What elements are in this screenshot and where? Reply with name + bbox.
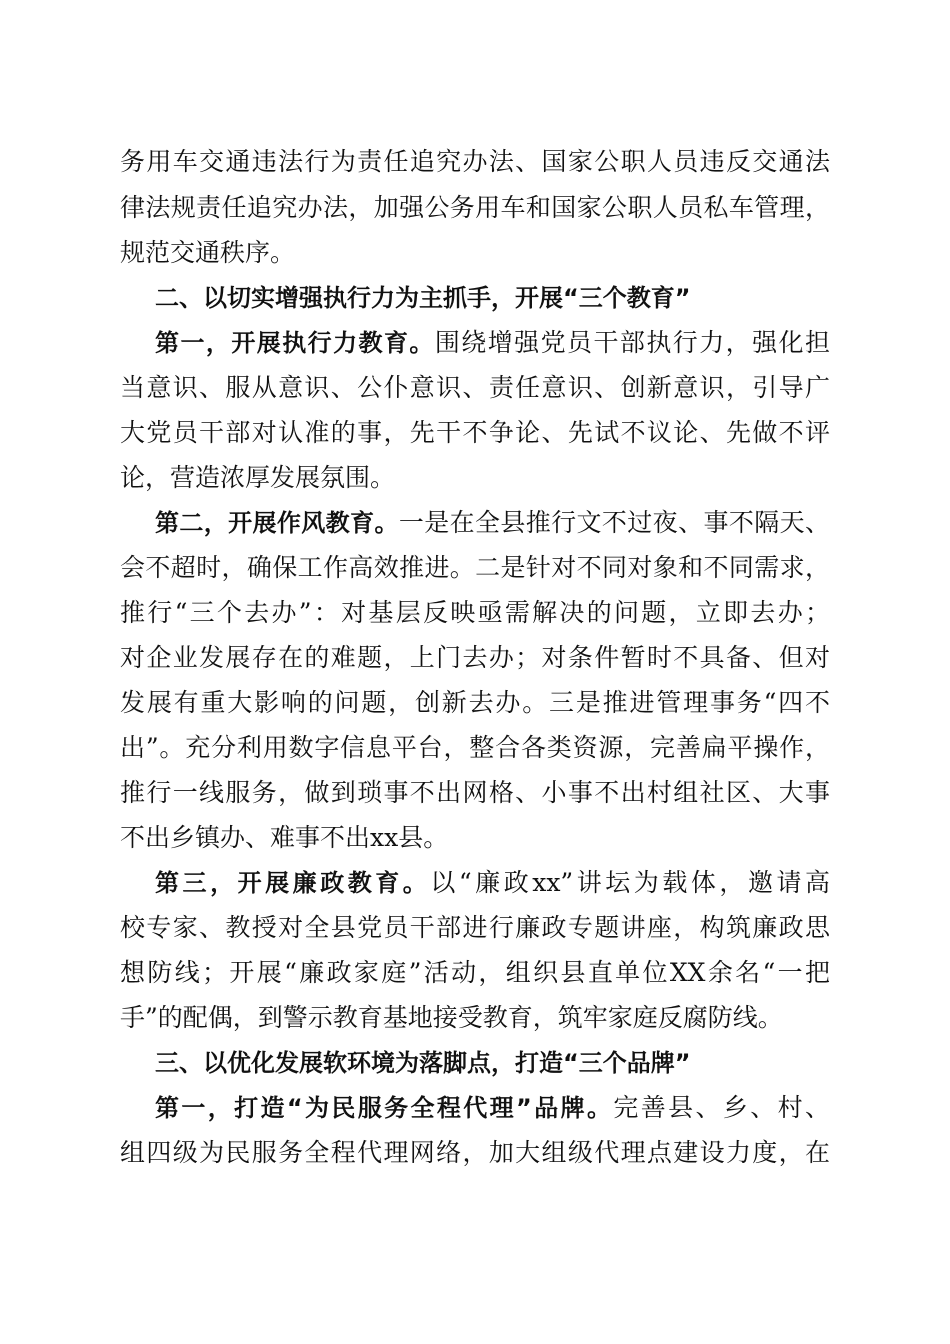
paragraph-line (155, 1086, 830, 1130)
paragraph-text: 围绕增强党员干部执行力，强化担 (434, 328, 830, 357)
paragraph-text: 一是在全县推行文不过夜、事不隔天、 (398, 508, 830, 537)
body-text-line: 律法规责任追究办法，加强公务用车和国家公职人员私车管理， (120, 193, 830, 222)
section-heading-2: 二、以切实增强执行力为主抓手，开展“三个教育” (155, 284, 691, 312)
body-text-line: 组四级为民服务全程代理网络，加大组级代理点建设力度，在 (120, 1138, 830, 1167)
body-text-line: 当意识、服从意识、公仆意识、责任意识、创新意识，引导广 (120, 373, 830, 402)
body-text-line: 手”的配偶，到警示教育基地接受教育，筑牢家庭反腐防线。 (120, 1003, 783, 1032)
paragraph-lead: 第二，开展作风教育。 (155, 509, 399, 537)
paragraph-lead: 第三，开展廉政教育。 (155, 869, 431, 897)
paragraph-lead: 第一，打造“为民服务全程代理”品牌。 (155, 1094, 614, 1122)
body-text-line: 发展有重大影响的问题，创新去办。三是推进管理事务“四不 (120, 688, 830, 717)
body-text-line: 对企业发展存在的难题，上门去办；对条件暂时不具备、但对 (120, 643, 830, 672)
body-text-line: 出”。充分利用数字信息平台，整合各类资源，完善扁平操作， (120, 733, 830, 762)
paragraph-lead: 第一，开展执行力教育。 (155, 329, 435, 357)
paragraph-text: 以“廉政xx”讲坛为载体，邀请高 (430, 868, 830, 897)
paragraph-line (155, 861, 830, 905)
body-text-line: 推行一线服务，做到琐事不出网格、小事不出村组社区、大事 (120, 778, 830, 807)
body-text-line: 会不超时，确保工作高效推进。二是针对不同对象和不同需求， (120, 553, 830, 582)
body-text-line: 想防线；开展“廉政家庭”活动，组织县直单位XX余名“一把 (120, 958, 830, 987)
body-text-line: 不出乡镇办、难事不出xx县。 (120, 823, 449, 852)
paragraph-line (155, 501, 830, 545)
paragraph-text: 完善县、乡、村、 (613, 1093, 830, 1122)
body-text-line: 规范交通秩序。 (120, 238, 296, 267)
body-text-line: 大党员干部对认准的事，先干不争论、先试不议论、先做不评 (120, 418, 830, 447)
paragraph-line (155, 321, 830, 365)
body-text-line: 校专家、教授对全县党员干部进行廉政专题讲座，构筑廉政思 (120, 913, 830, 942)
section-heading-3: 三、以优化发展软环境为落脚点，打造“三个品牌” (155, 1049, 691, 1077)
body-text-line: 论，营造浓厚发展氛围。 (120, 463, 396, 492)
body-text-line: 推行“三个去办”：对基层反映亟需解决的问题，立即去办； (120, 598, 830, 627)
body-text-line: 务用车交通违法行为责任追究办法、国家公职人员违反交通法 (120, 147, 830, 176)
